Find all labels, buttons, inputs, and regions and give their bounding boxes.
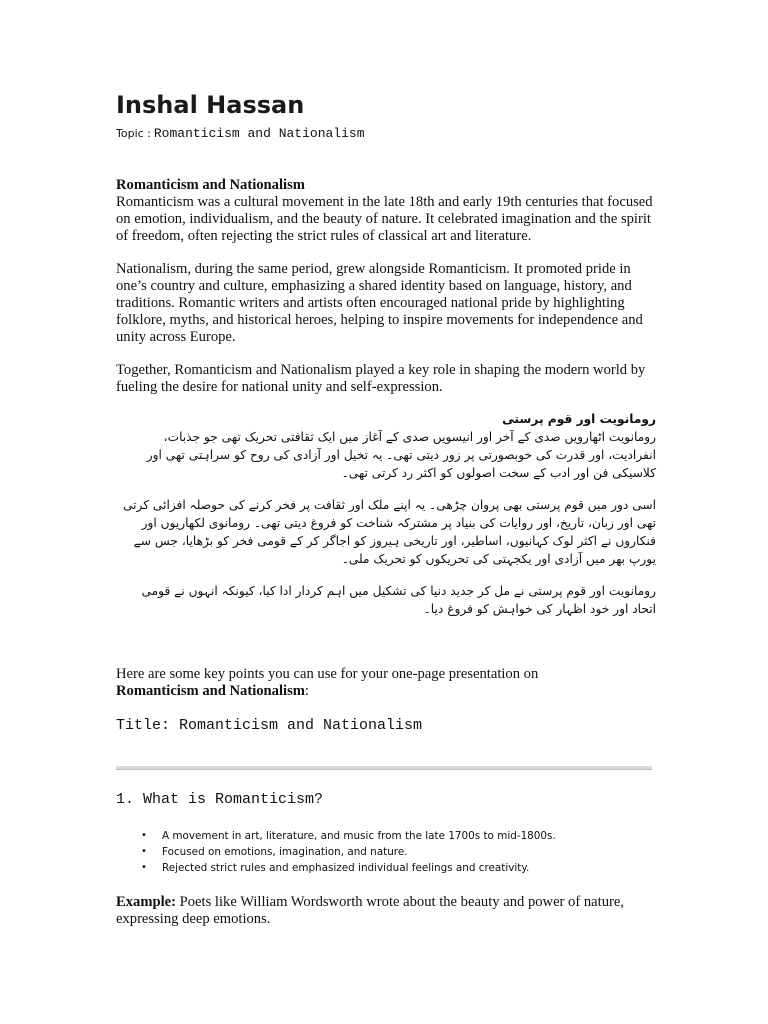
- author-name: Inshal Hassan: [116, 91, 305, 119]
- example-label: Example:: [116, 894, 176, 910]
- presentation-lead-bold: Romanticism and Nationalism: [116, 683, 305, 699]
- bullet-icon: •: [141, 862, 147, 873]
- presentation-lead: [116, 666, 656, 700]
- list-item: [116, 828, 656, 844]
- section-heading-what-is-romanticism: 1. What is Romanticism?: [116, 791, 324, 808]
- urdu-paragraph-3: رومانویت اور قوم پرستی نے مل کر جدید دنیا کی تشکیل میں اہم کردار ادا کیا، کیونکہ انہوں نے قومی اتحاد اور خود اظہار کی خواہش کو فروغ دیا۔: [141, 584, 656, 616]
- horizontal-divider: [116, 766, 652, 770]
- intro-paragraph-romanticism: Romanticism was a cultural movement in the late 18th and early 19th centuries that focused on emotion, individualism, and the beauty of nature. It celebrated imagination and the spirit of freedom, often rejecting the strict rules of classical art and literature.: [116, 194, 653, 244]
- presentation-lead-end: :: [304, 683, 309, 699]
- example-paragraph: [116, 894, 656, 928]
- intro-paragraph-nationalism: Nationalism, during the same period, grew alongside Romanticism. It promoted pride in one’s country and culture, emphasizing a shared identity based on language, history, and traditions. Romantic writers and artists often encouraged national pride by highlighting folklore, myths, and historical heroes, helping to inspire movements for independence and unity across Europe.: [116, 261, 643, 345]
- topic-label: Topic :: [116, 127, 151, 140]
- intro-heading: Romanticism and Nationalism: [116, 177, 305, 193]
- list-item: [116, 844, 656, 860]
- list-item: [116, 860, 656, 876]
- presentation-title: Title: Romanticism and Nationalism: [116, 717, 423, 734]
- list-item-text: Rejected strict rules and emphasized individual feelings and creativity.: [162, 862, 530, 874]
- example-text: Poets like William Wordsworth wrote about the beauty and power of nature, expressing deep emotions.: [116, 894, 624, 927]
- presentation-lead-text: Here are some key points you can use for your one-page presentation on: [116, 666, 539, 682]
- urdu-paragraph-2: اسی دور میں قوم پرستی بھی پروان چڑھی۔ یہ اپنے ملک اور ثقافت پر فخر کرنے کی حوصلہ افزائی کرتی تھی اور زبان، تاریخ، اور روایات کی بنیاد پر مشترکہ شناخت کو فروغ دیتی تھی۔ رومانوی لکھاریوں اور فنکاروں نے اکثر لوک کہانیوں، اساطیر، اور تاریخی ہیروز کو اجاگر کر کے قومی فخر کو بڑھایا، جس سے یورپ بھر میں آزادی اور یکجہتی کی تحریکوں کو تحریک ملی۔: [122, 498, 656, 566]
- bullet-icon: •: [141, 830, 147, 841]
- topic-value: Romanticism and Nationalism: [153, 126, 365, 141]
- urdu-paragraph-1: رومانویت اٹھارویں صدی کے آخر اور انیسویں صدی کے آغاز میں ایک ثقافتی تحریک تھی جو جذبات، انفرادیت، اور قدرت کی خوبصورتی پر زور دیتی تھی۔ یہ تخیل اور آزادی کی روح کو سراہتی تھی اور کلاسیکی فن اور ادب کے سخت اصولوں کو اکثر رد کرتی تھی۔: [146, 430, 656, 480]
- topic-line: [116, 124, 656, 143]
- bullet-icon: •: [141, 846, 147, 857]
- list-item-text: A movement in art, literature, and music from the late 1700s to mid-1800s.: [162, 830, 556, 842]
- document-page: [116, 88, 656, 928]
- list-item-text: Focused on emotions, imagination, and nature.: [162, 846, 408, 858]
- intro-paragraph-together: Together, Romanticism and Nationalism played a key role in shaping the modern world by fueling the desire for national unity and self-expression.: [116, 362, 646, 395]
- urdu-title: رومانویت اور قوم پرستی: [502, 412, 656, 426]
- romanticism-bullet-list: [116, 828, 656, 876]
